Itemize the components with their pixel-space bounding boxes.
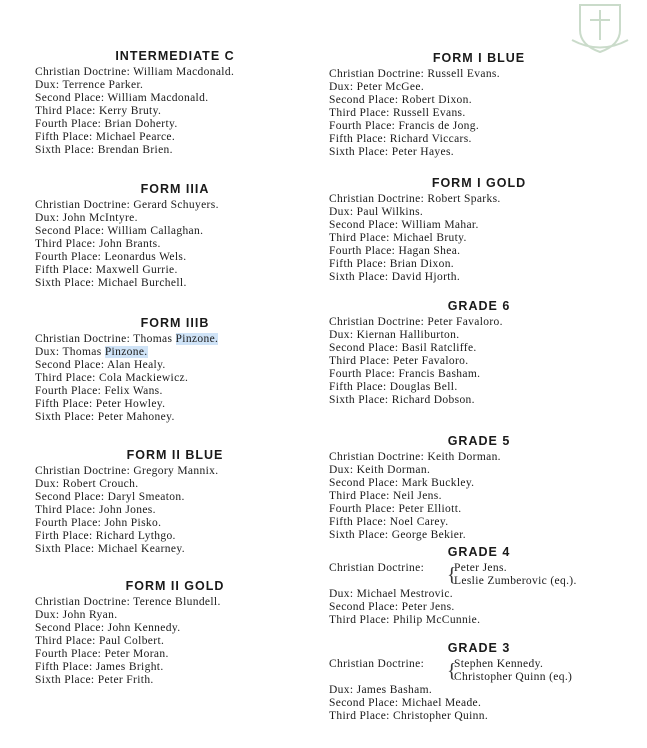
award-label: Dux:: [329, 81, 354, 93]
award-label: Third Place:: [329, 232, 390, 244]
award-name: Keith Dorman.: [427, 451, 501, 463]
award-name: John Pisko.: [104, 517, 162, 529]
award-label: Dux:: [329, 329, 354, 341]
award-label: Second Place:: [329, 219, 399, 231]
section-heading: GRADE 6: [447, 299, 511, 313]
award-line-christian-doctrine: [329, 316, 629, 329]
award-label: Christian Doctrine:: [329, 658, 425, 670]
award-name: Philip McCunnie.: [392, 614, 481, 626]
award-name: William Mahar.: [401, 219, 479, 231]
section-form-iiia: [35, 181, 315, 290]
section-grade-4: [329, 544, 629, 627]
award-name: William Callaghan.: [107, 225, 204, 237]
award-label: Christian Doctrine:: [35, 465, 131, 477]
award-line-fourth-place: [329, 503, 629, 516]
award-line-sixth-place: [329, 394, 629, 407]
award-label: Third Place:: [329, 614, 390, 626]
award-name: Thomas Pinzone.: [62, 346, 148, 358]
award-line-fifth-place: [35, 264, 315, 277]
award-label: Fourth Place:: [35, 648, 102, 660]
section-heading: GRADE 5: [447, 434, 511, 448]
award-line-dux: [35, 609, 315, 622]
award-name: Kiernan Halliburton.: [356, 329, 460, 341]
award-name: Mark Buckley.: [401, 477, 475, 489]
award-label: Second Place:: [329, 342, 399, 354]
section-grade-5: [329, 433, 629, 542]
award-name: Brian Doherty.: [104, 118, 178, 130]
award-line-second-place: [329, 477, 629, 490]
award-label: Third Place:: [329, 355, 390, 367]
award-name: Terrence Parker.: [62, 79, 144, 91]
award-name: David Hjorth.: [391, 271, 461, 283]
award-name: Paul Colbert.: [98, 635, 165, 647]
award-label: Third Place:: [35, 635, 96, 647]
award-line-fourth-place: [35, 385, 315, 398]
section-form-iiib: [35, 315, 315, 424]
award-name: Basil Ratcliffe.: [401, 342, 477, 354]
section-heading: INTERMEDIATE C: [115, 49, 235, 63]
award-line-christian-doctrine: [329, 658, 629, 684]
award-label: Christian Doctrine:: [35, 199, 131, 211]
award-line-christian-doctrine: [35, 199, 315, 212]
award-name: Thomas Pinzone.: [133, 333, 219, 345]
award-line-sixth-place: [35, 674, 315, 687]
award-name: Francis Basham.: [398, 368, 481, 380]
award-label: Fifth Place:: [329, 258, 387, 270]
award-name: Peter McGee.: [356, 81, 425, 93]
award-line-dux: [35, 478, 315, 491]
award-line-christian-doctrine: [329, 562, 629, 588]
award-line-fourth-place: [329, 368, 629, 381]
award-label: Fourth Place:: [329, 120, 396, 132]
award-name: George Bekier.: [391, 529, 467, 541]
award-name: Russell Evans.: [427, 68, 500, 80]
award-line-sixth-place: [329, 146, 629, 159]
award-label: Fifth Place:: [329, 516, 387, 528]
award-label: Dux:: [329, 464, 354, 476]
award-label: Third Place:: [329, 490, 390, 502]
award-name: Felix Wans.: [104, 385, 163, 397]
award-name: John McIntyre.: [62, 212, 138, 224]
award-name: Gerard Schuyers.: [133, 199, 219, 211]
award-line-second-place: [35, 225, 315, 238]
award-label: Fourth Place:: [329, 503, 396, 515]
award-name: Terence Blundell.: [133, 596, 221, 608]
award-line-christian-doctrine: [329, 68, 629, 81]
award-name: Peter Mahoney.: [97, 411, 175, 423]
award-line-dux: [35, 346, 315, 359]
award-label: Sixth Place:: [329, 394, 389, 406]
award-line-firth-place: [35, 530, 315, 543]
award-name: Christopher Quinn.: [392, 710, 489, 722]
award-name: Kerry Bruty.: [98, 105, 162, 117]
award-label: Firth Place:: [35, 530, 93, 542]
award-label: Fifth Place:: [329, 133, 387, 145]
award-line-fourth-place: [35, 517, 315, 530]
award-line-second-place: [35, 622, 315, 635]
award-label: Second Place:: [35, 491, 105, 503]
award-label: Second Place:: [35, 359, 105, 371]
award-name: John Ryan.: [62, 609, 118, 621]
award-name: Michael Pearce.: [95, 131, 176, 143]
award-line-dux: [329, 81, 629, 94]
award-label: Dux:: [35, 79, 60, 91]
award-name: William Macdonald.: [107, 92, 209, 104]
award-label: Third Place:: [35, 238, 96, 250]
section-heading: FORM IIIA: [140, 182, 210, 196]
section-form-i-gold: [329, 175, 629, 284]
award-name: Michael Mestrovic.: [356, 588, 453, 600]
award-line-third-place: [35, 238, 315, 251]
award-label: Second Place:: [329, 94, 399, 106]
award-label: Fifth Place:: [35, 398, 93, 410]
award-line-dux: [35, 212, 315, 225]
award-label: Second Place:: [35, 622, 105, 634]
award-label: Christian Doctrine:: [329, 68, 425, 80]
award-line-sixth-place: [35, 277, 315, 290]
award-line-third-place: [329, 490, 629, 503]
award-line-fifth-place: [329, 516, 629, 529]
section-grade-6: [329, 298, 629, 407]
award-label: Sixth Place:: [35, 277, 95, 289]
award-name: Russell Evans.: [392, 107, 466, 119]
award-line-dux: [329, 588, 629, 601]
award-line-christian-doctrine: [329, 451, 629, 464]
award-line-third-place: [329, 107, 629, 120]
award-name: Peter Jens.: [454, 562, 508, 574]
award-line-christian-doctrine: [329, 193, 629, 206]
award-name: Paul Wilkins.: [356, 206, 424, 218]
award-name: Keith Dorman.: [356, 464, 431, 476]
award-label: Third Place:: [329, 107, 390, 119]
section-heading: FORM IIIB: [140, 316, 210, 330]
award-name: Robert Dixon.: [401, 94, 472, 106]
award-name: James Bright.: [95, 661, 164, 673]
award-label: Christian Doctrine:: [35, 333, 131, 345]
award-name: Cola Mackiewicz.: [98, 372, 189, 384]
award-name: John Brants.: [98, 238, 161, 250]
award-label: Second Place:: [35, 92, 105, 104]
award-label: Sixth Place:: [329, 146, 389, 158]
award-line-fourth-place: [329, 120, 629, 133]
award-label: Christian Doctrine:: [329, 316, 425, 328]
award-name: Hagan Shea.: [398, 245, 461, 257]
section-heading: FORM I BLUE: [432, 51, 526, 65]
award-name: Francis de Jong.: [398, 120, 480, 132]
award-label: Dux:: [35, 478, 60, 490]
award-line-christian-doctrine: [35, 596, 315, 609]
award-line-fourth-place: [35, 251, 315, 264]
award-label: Second Place:: [329, 697, 399, 709]
award-label: Sixth Place:: [35, 411, 95, 423]
award-label: Dux:: [35, 212, 60, 224]
award-line-fourth-place: [35, 648, 315, 661]
award-line-sixth-place: [35, 144, 315, 157]
award-line-second-place: [329, 219, 629, 232]
award-label: Dux:: [329, 684, 354, 696]
award-name: Maxwell Gurrie.: [95, 264, 178, 276]
award-name: Stephen Kennedy.: [454, 658, 544, 670]
award-label: Fifth Place:: [35, 131, 93, 143]
section-heading: FORM II GOLD: [125, 579, 225, 593]
award-label: Fourth Place:: [35, 251, 102, 263]
award-name: John Kennedy.: [107, 622, 181, 634]
school-crest-watermark: [570, 0, 630, 55]
award-label: Dux:: [35, 346, 60, 358]
award-line-dux: [329, 206, 629, 219]
award-label: Sixth Place:: [35, 674, 95, 686]
award-label: Fourth Place:: [35, 385, 102, 397]
award-line-sixth-place: [329, 529, 629, 542]
award-name: Robert Sparks.: [427, 193, 501, 205]
award-label: Third Place:: [35, 372, 96, 384]
award-label: Sixth Place:: [329, 529, 389, 541]
section-form-ii-blue: [35, 447, 315, 556]
award-name: Michael Meade.: [401, 697, 482, 709]
award-label: Third Place:: [35, 504, 96, 516]
award-line-christian-doctrine: [35, 66, 315, 79]
award-name: William Macdonald.: [133, 66, 235, 78]
award-line-sixth-place: [35, 411, 315, 424]
award-label: Sixth Place:: [329, 271, 389, 283]
award-label: Fourth Place:: [35, 118, 102, 130]
award-line-sixth-place: [329, 271, 629, 284]
award-label: Fifth Place:: [35, 661, 93, 673]
section-intermediate-c: [35, 48, 315, 157]
award-line-third-place: [35, 504, 315, 517]
award-label: Second Place:: [35, 225, 105, 237]
brace-icon: {: [447, 660, 457, 682]
award-name: Brendan Brien.: [97, 144, 173, 156]
award-label: Fifth Place:: [329, 381, 387, 393]
award-name: Douglas Bell.: [389, 381, 458, 393]
award-label: Christian Doctrine:: [35, 596, 131, 608]
award-line-third-place: [329, 232, 629, 245]
brace-icon: {: [447, 564, 457, 586]
award-label: Fourth Place:: [329, 368, 396, 380]
award-label: Christian Doctrine:: [329, 451, 425, 463]
award-name: Peter Frith.: [97, 674, 154, 686]
award-line-dux: [329, 684, 629, 697]
section-heading: GRADE 4: [447, 545, 511, 559]
award-line-fourth-place: [35, 118, 315, 131]
award-line-christian-doctrine: [35, 333, 315, 346]
award-name: Robert Crouch.: [62, 478, 139, 490]
award-name: Christopher Quinn (eq.): [454, 671, 573, 683]
award-name: Daryl Smeaton.: [107, 491, 185, 503]
award-label: Christian Doctrine:: [329, 193, 425, 205]
award-label: Dux:: [35, 609, 60, 621]
section-form-i-blue: [329, 50, 629, 159]
award-line-second-place: [329, 94, 629, 107]
award-name: Peter Favaloro.: [392, 355, 469, 367]
award-line-third-place: [329, 614, 629, 627]
award-label: Third Place:: [35, 105, 96, 117]
award-name: Peter Elliott.: [398, 503, 462, 515]
section-form-ii-gold: [35, 578, 315, 687]
award-name: Michael Bruty.: [392, 232, 467, 244]
award-name: Peter Jens.: [401, 601, 455, 613]
award-line-third-place: [35, 635, 315, 648]
award-name: Michael Burchell.: [97, 277, 187, 289]
award-name: Leslie Zumberovic (eq.).: [454, 575, 577, 587]
award-line-second-place: [329, 342, 629, 355]
award-label: Second Place:: [329, 477, 399, 489]
award-line-third-place: [329, 710, 629, 723]
award-line-fifth-place: [329, 381, 629, 394]
award-label: Sixth Place:: [35, 543, 95, 555]
award-line-dux: [35, 79, 315, 92]
award-label: Dux:: [329, 206, 354, 218]
award-line-second-place: [329, 697, 629, 710]
award-name: Noel Carey.: [389, 516, 449, 528]
award-line-christian-doctrine: [35, 465, 315, 478]
section-grade-3: [329, 640, 629, 723]
award-name: Peter Moran.: [104, 648, 169, 660]
award-line-second-place: [35, 359, 315, 372]
award-line-sixth-place: [35, 543, 315, 556]
award-line-second-place: [329, 601, 629, 614]
award-name: Michael Kearney.: [97, 543, 185, 555]
section-heading: FORM II BLUE: [126, 448, 224, 462]
award-label: Sixth Place:: [35, 144, 95, 156]
award-name: Peter Favaloro.: [427, 316, 503, 328]
award-name: Peter Howley.: [95, 398, 166, 410]
award-name: Gregory Mannix.: [133, 465, 219, 477]
award-label: Dux:: [329, 588, 354, 600]
award-line-second-place: [35, 92, 315, 105]
award-name: Richard Lythgo.: [95, 530, 176, 542]
award-label: Fourth Place:: [329, 245, 396, 257]
award-name: Richard Dobson.: [391, 394, 475, 406]
section-heading: FORM I GOLD: [431, 176, 527, 190]
award-label: Third Place:: [329, 710, 390, 722]
award-line-fifth-place: [35, 131, 315, 144]
award-line-fifth-place: [329, 258, 629, 271]
award-line-fifth-place: [329, 133, 629, 146]
award-name: Alan Healy.: [106, 359, 166, 371]
award-label: Second Place:: [329, 601, 399, 613]
award-name: James Basham.: [356, 684, 433, 696]
award-name: Neil Jens.: [392, 490, 442, 502]
award-line-second-place: [35, 491, 315, 504]
award-line-third-place: [35, 372, 315, 385]
award-name: Leonardus Wels.: [104, 251, 187, 263]
award-label: Fifth Place:: [35, 264, 93, 276]
award-line-third-place: [35, 105, 315, 118]
award-name: Peter Hayes.: [391, 146, 455, 158]
section-heading: GRADE 3: [447, 641, 511, 655]
award-line-fifth-place: [35, 398, 315, 411]
award-line-third-place: [329, 355, 629, 368]
award-line-fourth-place: [329, 245, 629, 258]
award-name: Brian Dixon.: [389, 258, 455, 270]
award-name: Richard Viccars.: [389, 133, 472, 145]
award-line-dux: [329, 464, 629, 477]
award-label: Fourth Place:: [35, 517, 102, 529]
award-label: Christian Doctrine:: [35, 66, 131, 78]
award-label: Christian Doctrine:: [329, 562, 425, 574]
award-line-dux: [329, 329, 629, 342]
award-name: John Jones.: [98, 504, 156, 516]
award-line-fifth-place: [35, 661, 315, 674]
